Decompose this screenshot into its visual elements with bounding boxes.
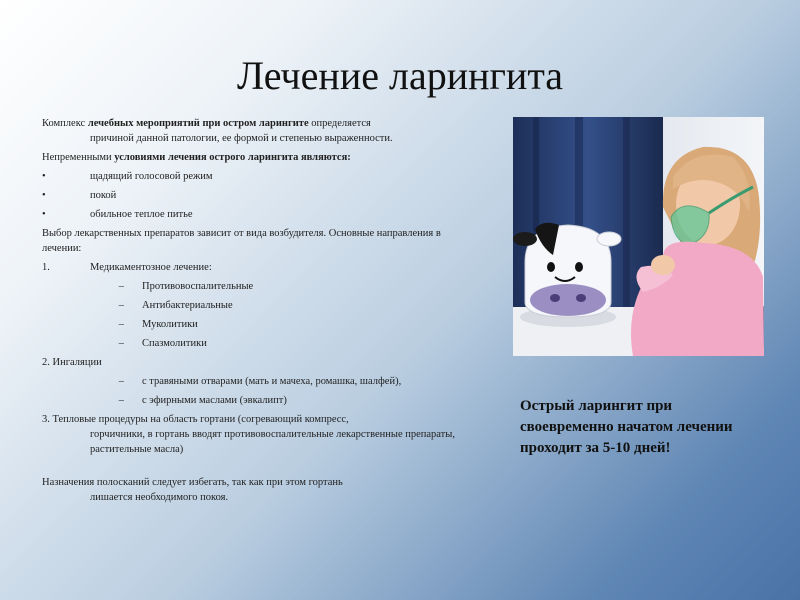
numbered-item-1 [42,260,482,275]
paragraph-complex [42,116,482,146]
slide-title: Лечение ларингита [236,53,564,98]
bullet-item [42,169,482,184]
dash-item [42,317,482,332]
n3-first-line: 3. Тепловые процедуры на область гортани (согревающий компресс, [42,414,349,425]
dash-text: с травяными отварами (мать и мачеха, ромашка, шалфей), [142,376,402,387]
dash-text: Спазмолитики [142,338,207,349]
dash-marker: – [118,319,124,330]
p1-bold: лечебных мероприятий при остром ларингите [87,118,309,129]
dash-item [42,393,482,408]
bullet-text: щадящий голосовой режим [90,171,213,182]
dash-item [42,336,482,351]
numbered-item-3 [42,412,482,457]
highlight-note: Острый ларингит при своевременно начатом лечении проходит за 5-10 дней! [520,398,733,456]
n3-continuation: горчичники, в гортань вводят противовоспалительные лекарственные препараты, растительные масла) [90,429,455,455]
dash-marker: – [118,300,124,311]
p1-post: определяется [308,118,371,129]
p4-first-line: Назначения полосканий следует избегать, так как при этом гортань [42,477,343,488]
number-marker: 1. [42,262,50,273]
numbered-text: Медикаментозное лечение: [90,262,212,273]
dash-item [42,279,482,294]
paragraph-conditions [42,150,482,165]
dash-text: Муколитики [142,319,198,330]
bullet-marker: • [42,171,46,182]
dash-text: Противовоспалительные [142,281,254,292]
dash-marker: – [118,338,124,349]
p1-continuation: причиной данной патологии, ее формой и степенью выраженности. [90,133,393,144]
dash-marker: – [118,281,124,292]
dash-text: Антибактериальные [142,300,233,311]
paragraph-gargle [42,475,482,505]
p2-bold1: условиями [114,152,166,163]
dash-item [42,374,482,389]
p2-pre: Непременными [42,152,115,163]
p4-continuation: лишается необходимого покоя. [90,492,229,503]
bullet-marker: • [42,190,46,201]
p2-bold2: лечения острого ларингита являются: [165,152,351,163]
bullet-text: обильное теплое питье [90,209,193,220]
paragraph-choice: Выбор лекарственных препаратов зависит от вида возбудителя. Основные направления в лечении: [42,228,441,254]
numbered-item-2: 2. Ингаляции [42,357,102,368]
bullet-item [42,188,482,203]
main-text [42,116,482,509]
dash-item [42,298,482,313]
child-inhaler-photo [513,117,764,356]
dash-marker: – [118,395,124,406]
bullet-marker: • [42,209,46,220]
p1-pre: Комплекс [42,118,88,129]
dash-marker: – [118,376,124,387]
dash-text: с эфирными маслами (эвкалипт) [142,395,287,406]
bullet-item [42,207,482,222]
cow-nebulizer-icon [513,223,621,327]
bullet-text: покой [90,190,117,201]
